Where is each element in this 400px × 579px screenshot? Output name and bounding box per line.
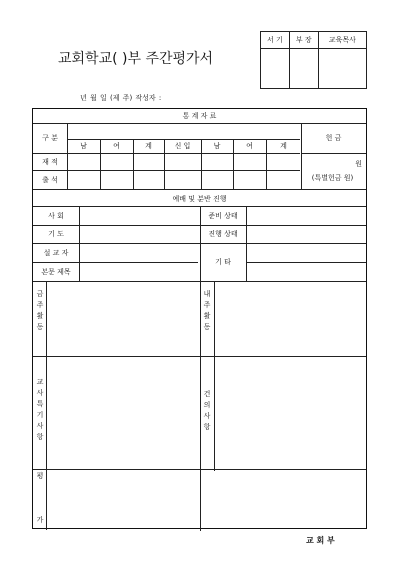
char: 사 — [203, 412, 211, 420]
label-this-week-activity — [35, 289, 45, 333]
row-etc: 기 타 — [215, 258, 231, 266]
approval-sign-pastor[interactable] — [318, 49, 366, 89]
stats-section-title: 통 계 자 료 — [182, 112, 217, 120]
divider — [246, 262, 366, 263]
row-presider: 사 회 — [48, 211, 64, 220]
row-enrolled: 재 적 — [42, 157, 58, 166]
divider — [67, 123, 68, 189]
divider — [33, 356, 366, 357]
char: 사 — [36, 389, 44, 397]
char: 동 — [203, 323, 211, 331]
divider — [33, 189, 366, 190]
col-female: 여 — [113, 142, 120, 150]
char: 내 — [203, 290, 211, 298]
char: 활 — [36, 312, 44, 320]
char: 의 — [203, 401, 211, 409]
col-new-male: 남 — [213, 142, 221, 150]
col-new-total: 계 — [280, 142, 287, 150]
label-suggestions — [202, 389, 212, 433]
divider — [214, 281, 215, 471]
row-prayer: 기 도 — [48, 230, 64, 238]
approval-box — [260, 31, 367, 89]
divider — [33, 281, 366, 282]
money-unit: 원 — [355, 160, 362, 168]
document-title: 교회학교( )부 주간평가서 — [58, 51, 214, 67]
approval-sign-secretary[interactable] — [261, 49, 290, 89]
divider — [301, 153, 366, 154]
char: 교 — [36, 378, 44, 386]
char: 활 — [203, 312, 211, 320]
char: 항 — [203, 423, 211, 431]
char: 건 — [203, 390, 211, 398]
approval-sign-director[interactable] — [289, 49, 318, 89]
col-total: 계 — [145, 142, 152, 150]
char: 금 — [36, 290, 44, 298]
row-attendance: 출 석 — [42, 175, 58, 184]
stats-row-header: 구 분 — [42, 134, 58, 142]
char: 사 — [36, 422, 44, 430]
label-evaluation-top: 평 — [36, 472, 44, 480]
label-evaluation-bottom: 가 — [36, 516, 44, 524]
col-new: 신 입 — [174, 142, 191, 150]
weekly-evaluation-form — [32, 108, 367, 529]
char: 주 — [36, 301, 44, 309]
approval-header-secretary: 서 기 — [261, 32, 290, 49]
money-header: 헌 금 — [325, 134, 342, 142]
divider — [33, 153, 300, 154]
divider — [33, 170, 300, 171]
row-preparation: 준비 상태 — [208, 211, 238, 220]
approval-header-director: 부 장 — [289, 32, 318, 49]
footer-church-department: 교 회 부 — [306, 536, 335, 545]
row-sermon-title: 본문 제목 — [41, 267, 71, 276]
char: 주 — [203, 301, 211, 309]
row-progress: 진행 상태 — [208, 230, 238, 238]
row-preacher: 설 교 자 — [43, 248, 69, 257]
special-money: (특별헌금 원) — [311, 174, 354, 182]
label-next-week-activity — [202, 289, 212, 333]
label-teacher-notes — [35, 377, 45, 443]
divider — [46, 281, 47, 530]
char: 항 — [36, 433, 44, 441]
date-line: 년 월 일 (제 주) 작성자 : — [80, 94, 162, 102]
divider — [33, 469, 366, 470]
char: 동 — [36, 323, 44, 331]
worship-section-title: 예배 및 분반 진행 — [172, 195, 227, 203]
approval-header-pastor: 교육목사 — [318, 32, 366, 49]
char: 기 — [36, 411, 44, 419]
col-new-female: 여 — [246, 142, 253, 150]
col-male: 남 — [80, 142, 87, 150]
char: 특 — [36, 400, 44, 408]
